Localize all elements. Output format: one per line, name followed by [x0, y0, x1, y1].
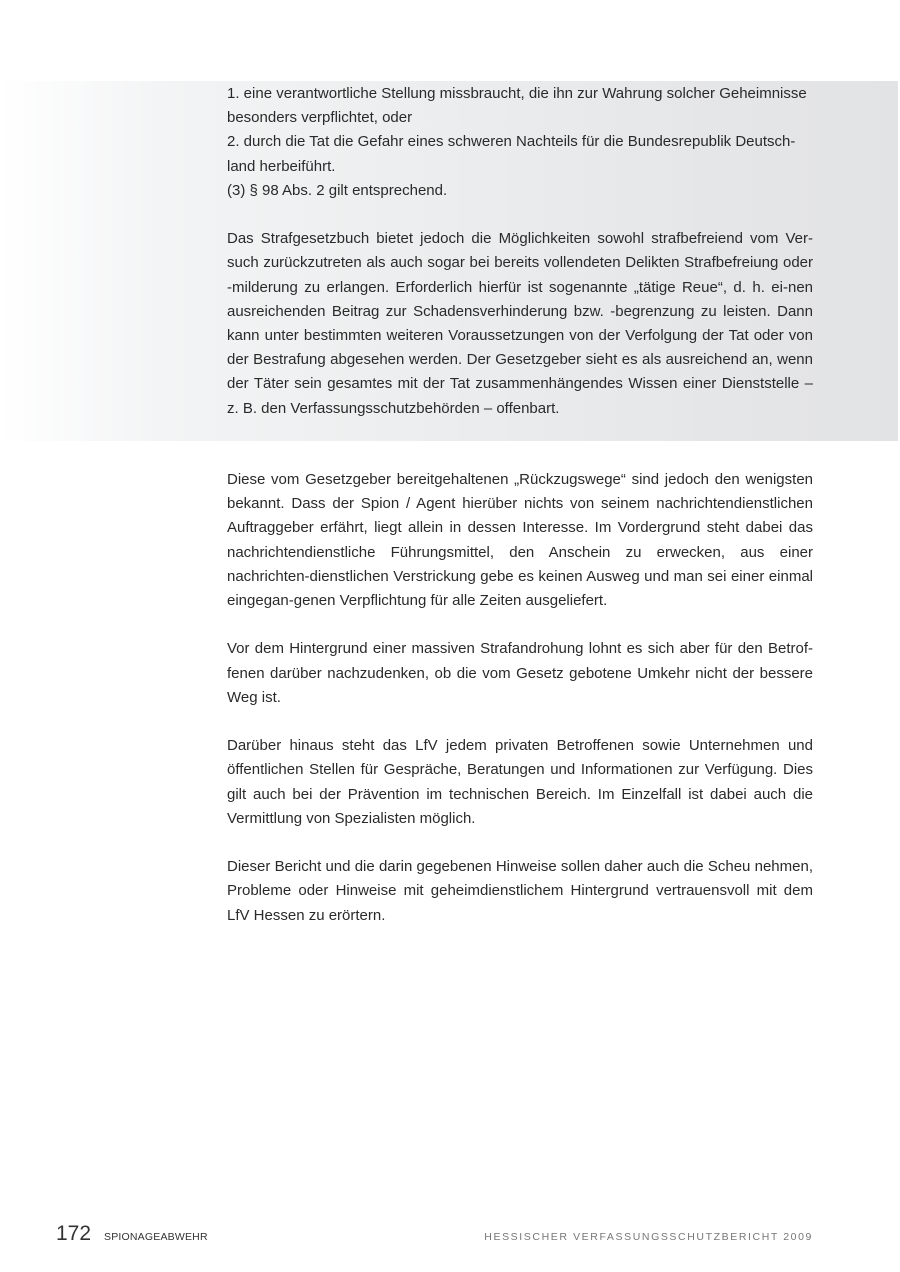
paragraph-bericht-hinweise: Dieser Bericht und die darin gegebenen Hinweise sollen daher auch die Scheu nehmen, Probleme oder Hinweise mit geheimdienstlichem Hintergrund vertrauensvoll mit dem LfV Hessen zu erörtern.	[227, 858, 813, 924]
paragraph-lfv-beratung: Darüber hinaus steht das LfV jedem privaten Betroffenen sowie Unternehmen und öffentlichen Stellen für Gespräche, Beratungen und Informationen zur Verfügung. Dies gilt auch bei der Prävention im technischen Bereich. Im Einzelfall ist dabei auch die Vermittlung von Spezialisten möglich.	[227, 737, 813, 827]
law-clause-2: 2. durch die Tat die Gefahr eines schweren Nachteils für die Bundesrepublik Deutsch-land herbeiführt.	[227, 133, 796, 175]
highlighted-legal-text	[227, 82, 813, 421]
boxed-paragraph: Das Strafgesetzbuch bietet jedoch die Möglichkeiten sowohl strafbefreiend vom Ver-such zurückzutreten als auch sogar bei bereits vollendeten Delikten Strafbefreiung oder -milderung zu erlangen. Erforderlich hierfür ist sogenannte „tätige Reue“, d. h. ei-nen ausreichenden Beitrag zur Schadensverhinderung bzw. -begrenzung zu leisten. Dann kann unter bestimmten weiteren Voraussetzungen von der Verfolgung der Tat oder von der Bestrafung abgesehen werden. Der Gesetzgeber sieht es als ausreichend an, wenn der Täter sein gesamtes mit der Tat zusammenhängendes Wissen einer Dienststelle – z. B. den Verfassungsschutzbehörden – offenbart.	[227, 230, 813, 417]
page-footer	[56, 1222, 813, 1248]
body-text	[227, 468, 813, 928]
law-clause-1: 1. eine verantwortliche Stellung missbraucht, die ihn zur Wahrung solcher Geheimnisse besonders verpflichtet, oder	[227, 85, 807, 127]
page-number: 172	[56, 1222, 92, 1245]
paragraph-strafandrohung: Vor dem Hintergrund einer massiven Strafandrohung lohnt es sich aber für den Betrof-fenen darüber nachzudenken, ob die vom Gesetz gebotene Umkehr nicht der bessere Weg ist.	[227, 640, 813, 706]
section-name: SPIONAGEABWEHR	[104, 1231, 208, 1243]
paragraph-rueckzugswege: Diese vom Gesetzgeber bereitgehaltenen „Rückzugswege“ sind jedoch den wenigsten bekannt. Dass der Spion / Agent hierüber nichts von seinem nachrichtendienstlichen Auftraggeber erfährt, liegt allein in dessen Interesse. Im Vordergrund steht dabei das nachrichtendienstliche Führungsmittel, den Anschein zu erwecken, aus einer nachrichten-dienstlichen Verstrickung gebe es keinen Ausweg und man sei einer einmal eingegan-genen Verpflichtung für alle Zeiten ausgeliefert.	[227, 471, 813, 610]
report-title: HESSISCHER VERFASSUNGSSCHUTZBERICHT 2009	[484, 1231, 813, 1243]
law-clause-3: (3) § 98 Abs. 2 gilt entsprechend.	[227, 181, 448, 199]
